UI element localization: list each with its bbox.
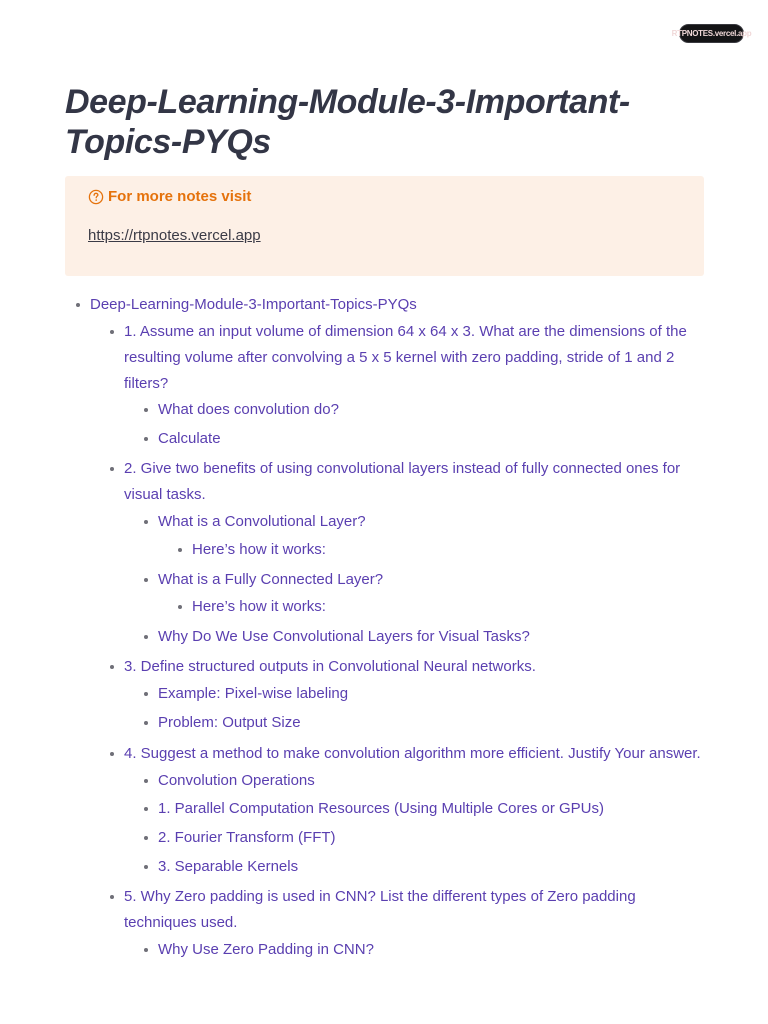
list-bullet: [144, 807, 148, 811]
toc-item-label: 1. Assume an input volume of dimension 64 x 64 x 3. What are the dimensions of the resulting volume after convolving a 5 x 5 kernel with zero padding, stride of 1 and 2 filters?: [124, 323, 687, 392]
list-bullet: [110, 467, 114, 471]
toc-item[interactable]: [158, 768, 708, 794]
toc-item-label: 2. Fourier Transform (FFT): [158, 829, 336, 846]
toc-item[interactable]: [158, 710, 708, 736]
toc-item[interactable]: [192, 594, 708, 620]
notes-site-link[interactable]: https://rtpnotes.vercel.app: [88, 227, 261, 244]
toc-item[interactable]: [124, 654, 708, 680]
toc-item[interactable]: [158, 567, 708, 593]
toc-item[interactable]: [124, 319, 708, 397]
toc-item-label: 3. Separable Kernels: [158, 858, 299, 875]
toc-item[interactable]: [192, 537, 708, 563]
list-bullet: [144, 692, 148, 696]
list-bullet: [144, 865, 148, 869]
list-bullet: [178, 605, 182, 609]
toc-item-label: Why Do We Use Convolutional Layers for Visual Tasks?: [158, 628, 530, 645]
list-bullet: [144, 779, 148, 783]
toc-item-label: What does convolution do?: [158, 401, 339, 418]
page-title: Deep-Learning-Module-3-Important-Topics-PYQs: [65, 83, 630, 161]
toc-item[interactable]: [158, 825, 708, 851]
toc-item-label: 5. Why Zero padding is used in CNN? List the different types of Zero padding techniques used.: [124, 888, 636, 931]
toc-item[interactable]: [158, 681, 708, 707]
toc-item-label: Calculate: [158, 430, 221, 447]
toc-item-label: 4. Suggest a method to make convolution algorithm more efficient. Justify Your answer.: [124, 745, 701, 762]
brand-badge[interactable]: RTPNOTES.vercel.app: [679, 24, 744, 43]
list-bullet: [76, 303, 80, 307]
list-bullet: [110, 895, 114, 899]
toc-item-label: What is a Fully Connected Layer?: [158, 571, 384, 588]
list-bullet: [144, 948, 148, 952]
list-bullet: [144, 578, 148, 582]
toc-item-label: Why Use Zero Padding in CNN?: [158, 941, 374, 958]
list-bullet: [144, 408, 148, 412]
toc-item[interactable]: [124, 884, 708, 936]
list-bullet: [144, 836, 148, 840]
toc-item[interactable]: [158, 854, 708, 880]
toc-item-label: 3. Define structured outputs in Convolutional Neural networks.: [124, 658, 536, 675]
toc-item-label: 1. Parallel Computation Resources (Using Multiple Cores or GPUs): [158, 800, 605, 817]
toc-item[interactable]: [158, 426, 708, 452]
list-bullet: [110, 330, 114, 334]
toc-item[interactable]: [158, 796, 708, 822]
list-bullet: [178, 548, 182, 552]
toc-item-label: Here’s how it works:: [192, 541, 326, 558]
toc-item[interactable]: [158, 397, 708, 423]
toc-item[interactable]: [124, 456, 708, 508]
list-bullet: [144, 635, 148, 639]
toc-item-label: Here’s how it works:: [192, 598, 326, 615]
toc-item-label: Problem: Output Size: [158, 714, 301, 731]
list-bullet: [144, 721, 148, 725]
toc-item[interactable]: [158, 937, 708, 963]
toc-item[interactable]: [158, 624, 708, 650]
toc-item-label: 2. Give two benefits of using convolutional layers instead of fully connected ones for visual tasks.: [124, 460, 681, 503]
toc-item[interactable]: [90, 292, 710, 318]
list-bullet: [144, 520, 148, 524]
toc-item-label: Convolution Operations: [158, 772, 315, 789]
toc-item-label: What is a Convolutional Layer?: [158, 513, 366, 530]
list-bullet: [144, 437, 148, 441]
toc-item[interactable]: [124, 741, 708, 767]
list-bullet: [110, 752, 114, 756]
list-bullet: [110, 665, 114, 669]
toc-item-label: Deep-Learning-Module-3-Important-Topics-PYQs: [90, 296, 417, 313]
toc-item-label: Example: Pixel-wise labeling: [158, 685, 349, 702]
callout-heading-text: For more notes visit: [108, 188, 252, 205]
toc-item[interactable]: [158, 509, 708, 535]
